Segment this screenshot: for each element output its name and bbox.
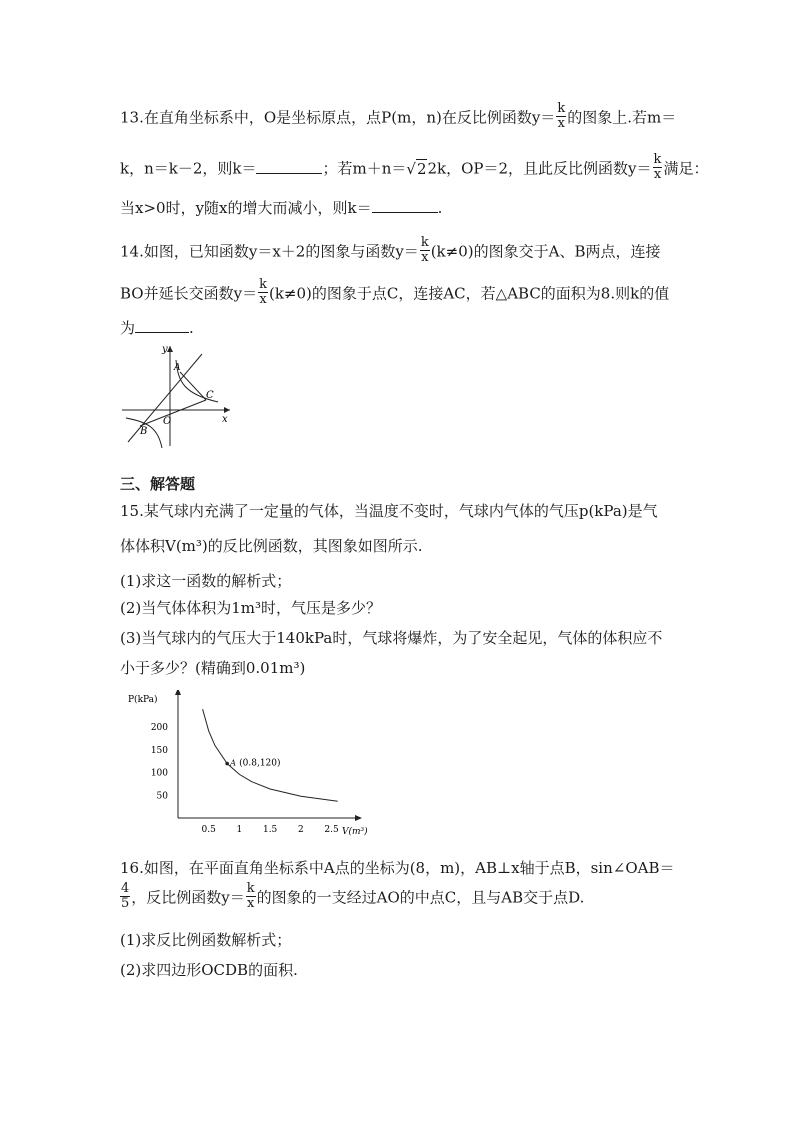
q13-text: 当x>0时，y随x的增大而减小，则k＝ bbox=[120, 199, 372, 217]
y-tick-label: 50 bbox=[156, 791, 168, 802]
q16-text: 的图象的一支经过AO的中点C，且与AB交于点D. bbox=[256, 888, 585, 907]
x-tick-label: 2 bbox=[297, 825, 304, 835]
data-label: (0.8,120) bbox=[239, 758, 281, 769]
q13-text: ，OP＝2，且此反比例函数y＝ bbox=[446, 159, 652, 178]
q13-text: . bbox=[437, 199, 443, 217]
q14-text: . bbox=[189, 319, 194, 337]
x-axis-arrow bbox=[224, 407, 230, 413]
q13-text: 的图象上.若m＝ bbox=[567, 108, 677, 127]
q15-line-1: 15.某气球内充满了一定量的气体，当温度不变时，气球内气体的气压p(kPa)是气 bbox=[120, 502, 658, 520]
point-a-label: A bbox=[174, 363, 181, 373]
y-tick-label: 200 bbox=[150, 723, 168, 734]
q13-text: 13.在直角坐标系中，O是坐标原点，点P(m，n)在反比例函数y＝ bbox=[120, 108, 556, 127]
x-tick-label: 1 bbox=[236, 825, 243, 835]
q16-text: ，反比例函数y＝ bbox=[131, 888, 245, 907]
fraction-k-over-x: $\frac{k}{x}$ bbox=[557, 101, 566, 131]
fraction-k-over-x: $\frac{k}{x}$ bbox=[653, 152, 662, 182]
q15-part-3: (3)当气球内的气压大于140kPa时，气球将爆炸，为了安全起见，气体的体积应不 bbox=[120, 629, 663, 647]
q13-text: 2k bbox=[427, 159, 447, 178]
q16-line-2 bbox=[120, 881, 585, 913]
section-heading: 三、解答题 bbox=[120, 475, 196, 493]
fraction-k-over-x: $\frac{k}{x}$ bbox=[246, 881, 255, 911]
q14-text: BO并延长交函数y＝ bbox=[120, 284, 258, 303]
q16-part-1: (1)求反比例函数解析式； bbox=[120, 931, 292, 949]
q14-text: 为 bbox=[120, 319, 136, 337]
segment-ac bbox=[180, 372, 206, 400]
fraction-sin-value: $\frac{4}{5}$ bbox=[121, 881, 130, 911]
x-tick-label: 1.5 bbox=[262, 825, 278, 835]
q14-line-1 bbox=[120, 235, 661, 267]
q13-text: k，n＝k－2，则k＝ bbox=[120, 159, 257, 178]
answer-blank[interactable] bbox=[256, 157, 322, 174]
y-axis-arrow bbox=[167, 346, 173, 352]
pressure-curve bbox=[203, 709, 338, 801]
q13-text: ；若m＋n＝ bbox=[322, 159, 407, 178]
data-point bbox=[225, 762, 229, 766]
sqrt-expression: √2 bbox=[406, 159, 427, 178]
y-axis-label: y bbox=[162, 344, 168, 355]
x-tick-label: 0.5 bbox=[201, 825, 216, 835]
y-axis-arrow bbox=[175, 690, 181, 695]
q13-line-1 bbox=[120, 101, 677, 133]
origin-label: O bbox=[163, 416, 172, 427]
y-tick-label: 150 bbox=[150, 745, 168, 756]
q14-line-2 bbox=[120, 277, 670, 309]
answer-blank[interactable] bbox=[135, 316, 189, 333]
q14-text: 14.如图，已知函数y＝x＋2的图象与函数y＝ bbox=[120, 242, 419, 261]
q13-text: 满足： bbox=[663, 159, 709, 178]
point-a-label: A bbox=[230, 758, 236, 768]
fraction-k-over-x: $\frac{k}{x}$ bbox=[420, 235, 429, 265]
q16-line-1: 16.如图，在平面直角坐标系中A点的坐标为(8，m)，AB⊥x轴于点B，sin∠OAB＝ bbox=[120, 859, 675, 877]
q13-line-2 bbox=[120, 152, 709, 184]
q15-line-2: 体体积V(m³)的反比例函数，其图象如图所示. bbox=[120, 537, 423, 555]
point-b-label: B bbox=[140, 426, 148, 437]
y-tick-label: 100 bbox=[150, 768, 168, 779]
q14-text: (k≠0)的图象于点C，连接AC，若△ABC的面积为8.则k的值 bbox=[268, 284, 670, 303]
x-axis-arrow bbox=[355, 815, 362, 821]
q15-part-2: (2)当气体体积为1m³时，气压是多少？ bbox=[120, 599, 382, 617]
x-axis-label: V(m³) bbox=[342, 827, 368, 837]
q13-line-3 bbox=[120, 196, 442, 218]
q14-line-3 bbox=[120, 316, 194, 338]
answer-blank[interactable] bbox=[372, 196, 438, 213]
fraction-k-over-x: $\frac{k}{x}$ bbox=[259, 277, 267, 307]
y-axis-label: P(kPa) bbox=[128, 695, 158, 705]
q14-text: (k≠0)的图象交于A、B两点，连接 bbox=[430, 242, 661, 261]
segment-bc bbox=[140, 400, 206, 426]
q15-part-3-continued: 小于多少？(精确到0.01m³) bbox=[120, 659, 306, 677]
x-axis-label: x bbox=[222, 414, 228, 425]
q15-part-1: (1)求这一函数的解析式； bbox=[120, 572, 292, 590]
q16-part-2: (2)求四边形OCDB的面积. bbox=[120, 961, 298, 979]
q15-pressure-volume-chart bbox=[120, 690, 370, 840]
q14-figure bbox=[118, 342, 236, 450]
point-c-label: C bbox=[206, 390, 214, 401]
x-tick-label: 2.5 bbox=[324, 825, 339, 835]
